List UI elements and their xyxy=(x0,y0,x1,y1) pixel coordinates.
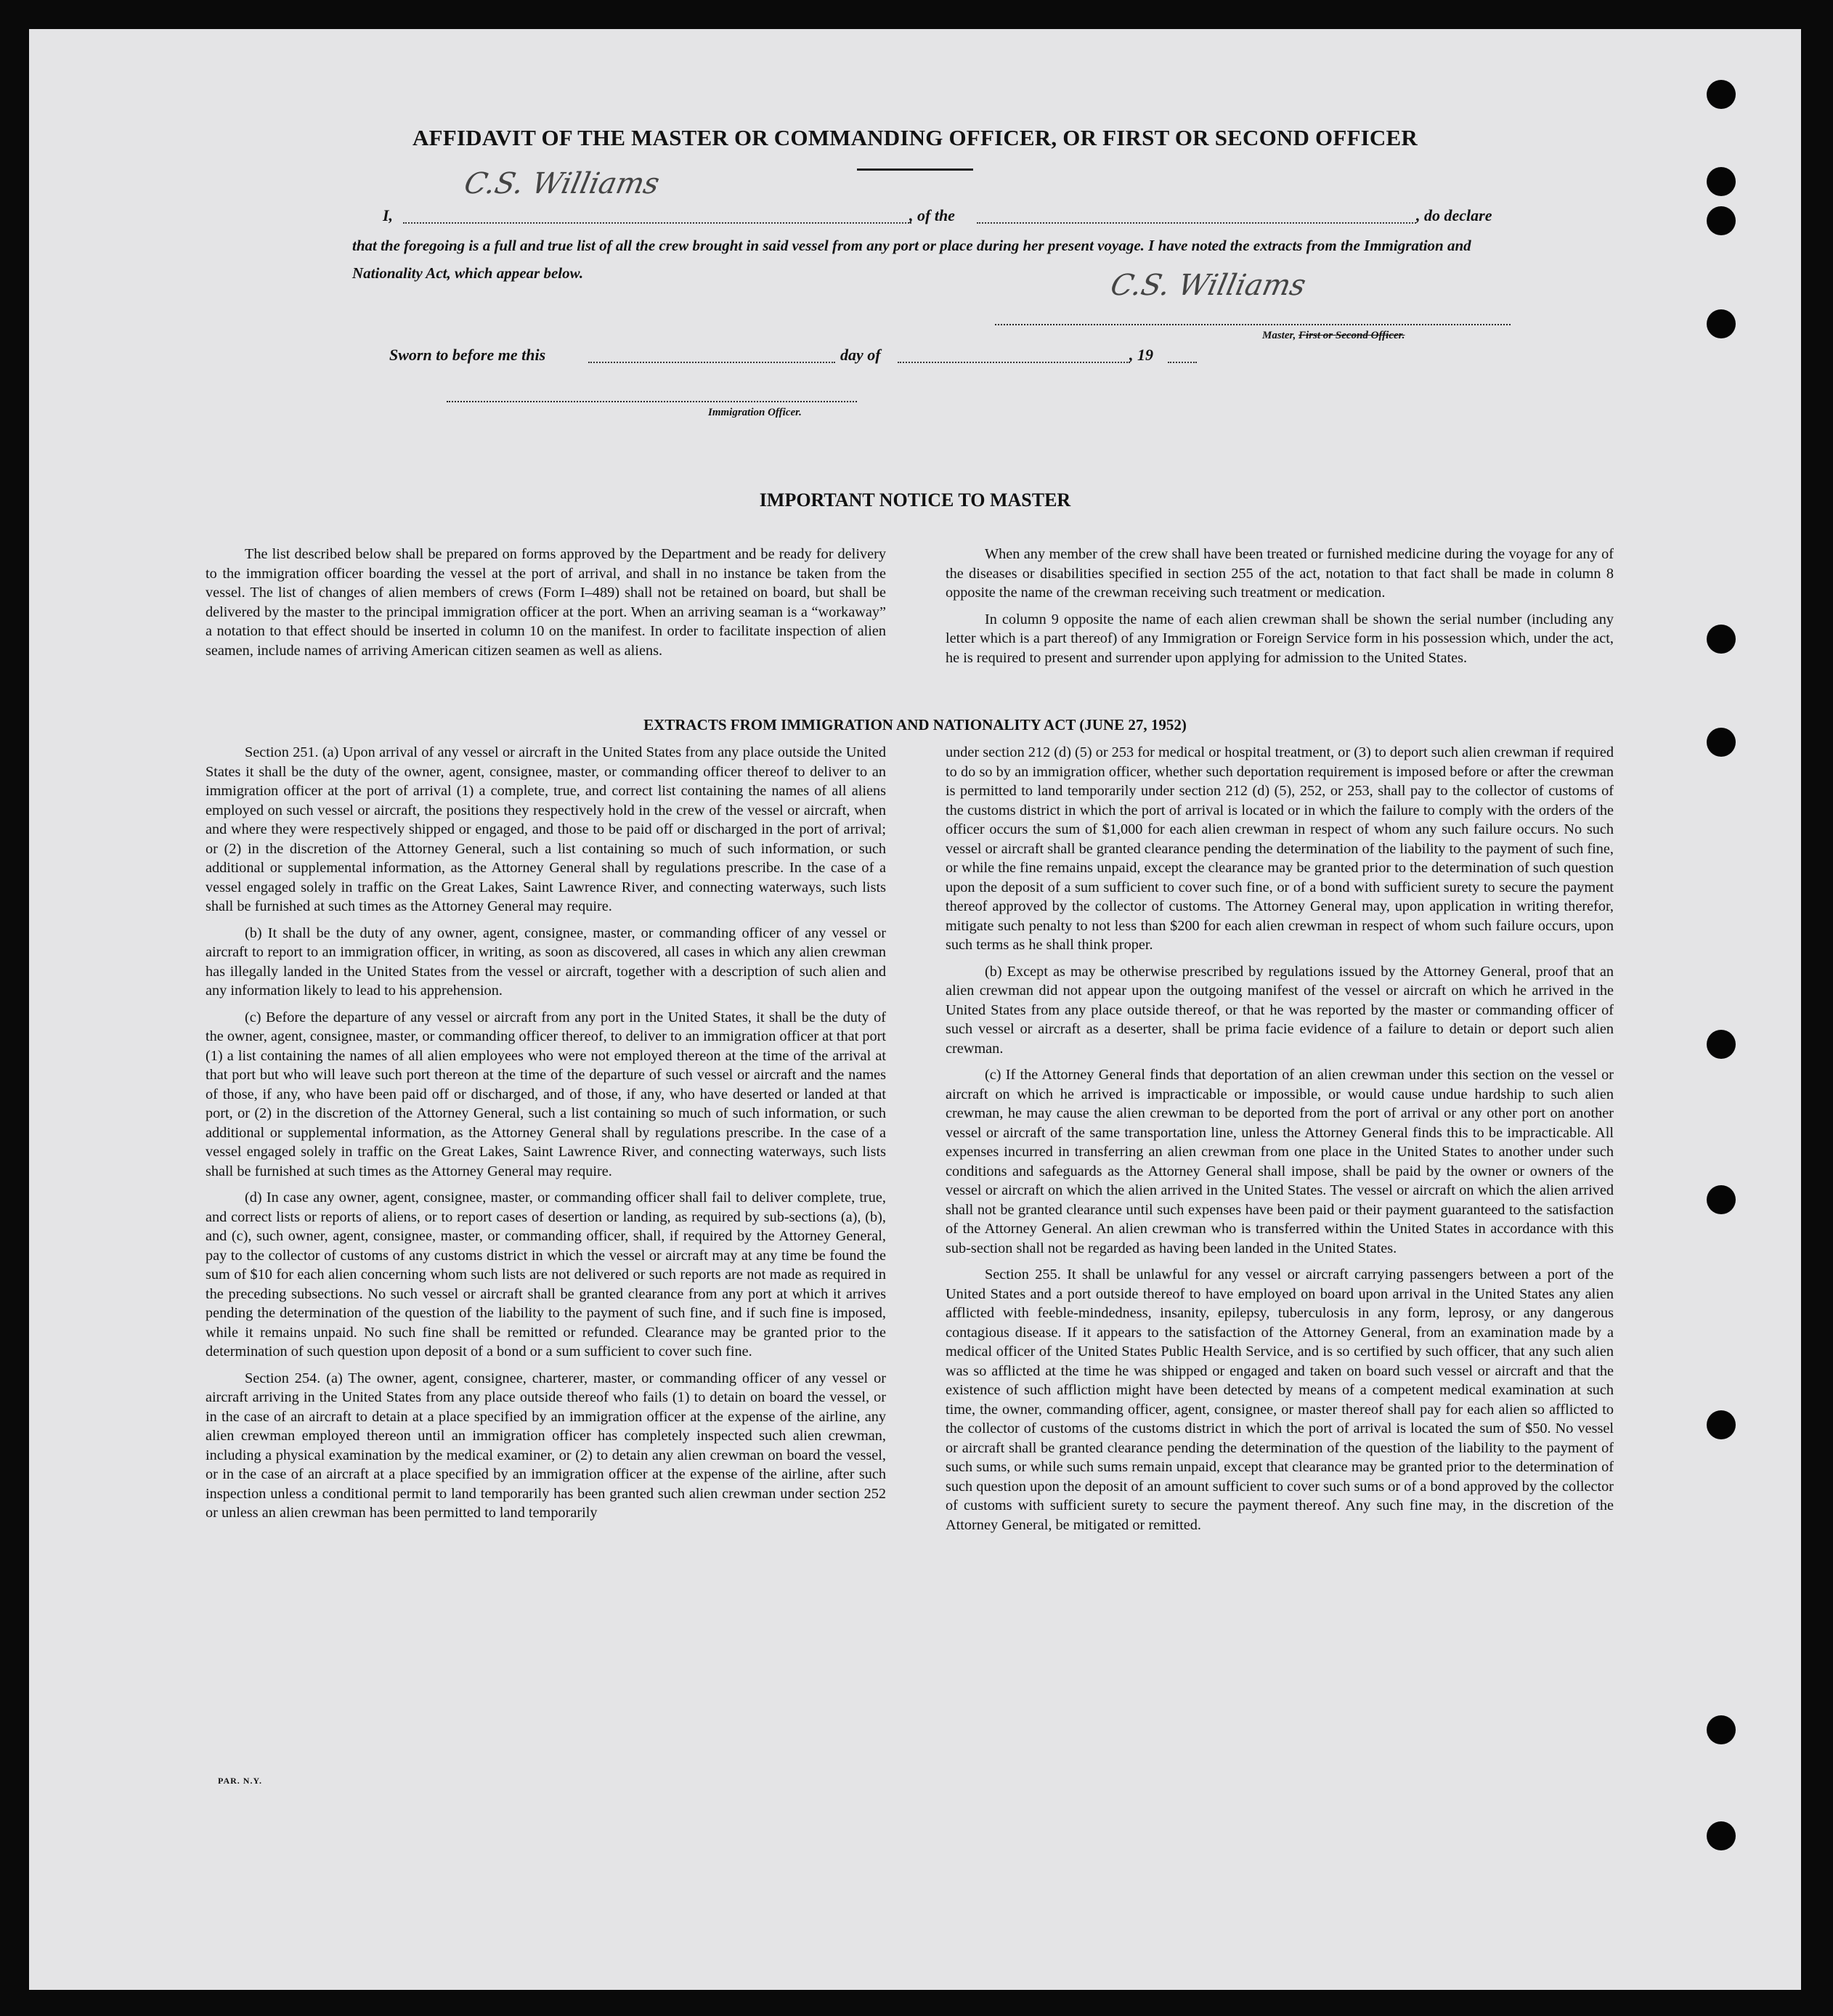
master-label xyxy=(1262,330,1405,342)
punch-hole xyxy=(1707,1821,1736,1850)
struck-officer-text: First or Second Officer. xyxy=(1298,330,1405,341)
section-254-c: (c) If the Attorney General finds that deportation of an alien crewman under this section on the vessel or aircraft on which he arrived is impracticable or impossible, or would cause undue hardship to such alien crewman, he may cause the alien crewman to be deported from the port of arrival or any other port on another vessel or aircraft of the same transportation line, unless the Attorney General finds this to be impracticable. All expenses incurred in transferring an alien crewman from one place in the United States to another under such conditions and safeguards as the Attorney General shall impose, shall be paid by the owner or owners of the vessel or aircraft on which the alien arrived in the United States. The vessel or aircraft on which the alien arrived shall not be granted clearance until such expenses have been paid or their payment guaranteed to the satisfaction of the Attorney General. An alien crewman who is transferred within the United States in accordance with this sub-section shall not be regarded as having been landed in the United States. xyxy=(946,1067,1614,1256)
punch-hole xyxy=(1707,1410,1736,1439)
section-254-a-continued: under section 212 (d) (5) or 253 for medical or hospital treatment, or (3) to deport such alien crewman if required to do so by an immigration officer, whether such deportation requirement is imposed before or after the crewman is permitted to land temporarily under section 212 (d) (5), 252, or 253, shall pay to the collector of customs of the customs district in which the port of arrival is located or in which the failure to comply with the orders of the officer occurs the sum of $1,000 for each alien crewman in respect of whom any such failure occurs. No such vessel or aircraft shall be granted clearance pending the determination of the liability to the payment of such fine, or while the fine remains unpaid, except the clearance may be granted prior to the determination of such question upon the deposit of a sum sufficient to cover such fine, or of a bond with sufficient surety to secure the payment thereof approved by the collector of customs. The Attorney General may, upon application in writing therefor, mitigate such penalty to not less than $200 for each alien crewman in respect of whom such failure occurs, upon such terms as he shall think proper. xyxy=(946,744,1614,953)
immigration-officer-line xyxy=(447,401,857,402)
notice-heading: IMPORTANT NOTICE TO MASTER xyxy=(759,489,1071,511)
signature-name-line: C.S. Williams xyxy=(461,167,663,200)
vessel-name-field xyxy=(977,222,1416,224)
section-251-a: Section 251. (a) Upon arrival of any vessel or aircraft in the United States from any place outside the United States it shall be the duty of the owner, agent, consignee, master, or commanding officer thereof to deliver to an immigration officer at the port of arrival (1) a complete, true, and correct list containing the names of all aliens employed on such vessel or aircraft, the positions they respectively hold in the crew of the vessel or aircraft, when and where they were respectively shipped or engaged, and those to be paid off or discharged in the port of arrival; or (2) in the discretion of the Attorney General, such a list containing so much of such information, or such additional or supplemental information, as the Attorney General shall by regulations prescribe. In the case of a vessel engaged solely in traffic on the Great Lakes, Saint Lawrence River, and connecting waterways, such lists shall be furnished at such times as the Attorney General may require. xyxy=(206,744,886,914)
affidavit-title: AFFIDAVIT OF THE MASTER OR COMMANDING OFFICER, OR FIRST OR SECOND OFFICER xyxy=(412,125,1418,150)
notice-right-paragraph-2: In column 9 opposite the name of each alien crewman shall be shown the serial number (including any letter which is a part thereof) of any Immigration or Foreign Service form in his possession which, under the act, he is required to present and surrender upon applying for admission to the United States. xyxy=(946,611,1614,666)
punch-hole xyxy=(1707,1715,1736,1744)
printer-mark: PAR. N.Y. xyxy=(218,1776,263,1786)
master-text: Master, xyxy=(1262,330,1296,341)
punch-hole xyxy=(1707,206,1736,235)
notice-left-column xyxy=(206,545,886,667)
master-signature-line xyxy=(995,324,1511,325)
notice-left-paragraph: The list described below shall be prepared on forms approved by the Department and be ready for delivery to the immigration officer boarding the vessel at the port of arrival, and shall in no instance be taken from the vessel. The list of changes of alien members of crews (Form I–489) shall not be retained on board, but shall be delivered by the master to the principal immigration officer at the port. When an arriving seaman is a “workaway” a notation to that effect should be inserted in column 10 on the manifest. In order to facilitate inspection of alien seamen, include names of arriving American citizen seamen as well as aliens. xyxy=(206,546,886,659)
document-page xyxy=(29,29,1801,1990)
of-the-label: , of the xyxy=(909,206,955,224)
declarant-name-field xyxy=(403,222,911,224)
section-254-a: Section 254. (a) The owner, agent, consignee, charterer, master, or commanding officer of any vessel or aircraft arriving in the United States from any place outside thereof who fails (1) to detain on board the vessel, or in the case of an aircraft to detain at a place specified by an immigration officer at the expense of the airline, any alien crewman employed thereon until an immigration officer has completely inspected such alien crewman, including a physical examination by the medical examiner, or (2) to detain any alien crewman on board the vessel, or in the case of an aircraft at a place specified by an immigration officer at the expense of the airline, after such inspection unless a conditional permit to land temporarily has been granted such alien crewman under section 252 or unless an alien crewman has been permitted to land temporarily xyxy=(206,1370,886,1521)
extracts-right-column xyxy=(946,743,1614,1542)
section-251-b: (b) It shall be the duty of any owner, agent, consignee, master, or commanding officer of any vessel or aircraft to report to an immigration officer, in writing, as soon as discovered, all cases in which any alien crewman has illegally landed in the United States from the vessel or aircraft, together with a description of such alien and any information likely to lead to his apprehension. xyxy=(206,924,886,999)
punch-hole xyxy=(1707,625,1736,654)
declarant-label: I, xyxy=(383,206,394,224)
extracts-left-column xyxy=(206,743,886,1530)
punch-hole xyxy=(1707,1030,1736,1059)
notice-right-column xyxy=(946,545,1614,675)
master-signature: C.S. Williams xyxy=(1107,269,1309,302)
sworn-day-field xyxy=(588,362,835,363)
notice-right-paragraph-1: When any member of the crew shall have been treated or furnished medicine during the voyage for any of the diseases or disabilities specified in section 255 of the act, notation to that fact shall be made in column 8 opposite the name of the crewman receiving such treatment or medication. xyxy=(946,546,1614,601)
section-254-b: (b) Except as may be otherwise prescribed by regulations issued by the Attorney General, proof that an alien crewman did not appear upon the outgoing manifest of the vessel or aircraft on which he arrived in the United States from any place outside thereof, or that he was reported by the master or commanding officer of such vessel or aircraft as a deserter, shall be prima facie evidence of a failure to detain or deport such alien crewman. xyxy=(946,963,1614,1057)
sworn-label: Sworn to before me this xyxy=(389,346,546,364)
sworn-year-field xyxy=(1168,362,1197,363)
punch-hole xyxy=(1707,80,1736,109)
punch-hole xyxy=(1707,1185,1736,1214)
punch-hole xyxy=(1707,309,1736,338)
do-declare-label: , do declare xyxy=(1416,206,1492,224)
immigration-officer-label: Immigration Officer. xyxy=(708,407,802,418)
extracts-heading: EXTRACTS FROM IMMIGRATION AND NATIONALITY ACT (JUNE 27, 1952) xyxy=(643,716,1187,733)
day-of-label: day of xyxy=(840,346,881,364)
section-251-c: (c) Before the departure of any vessel or aircraft from any port in the United States, it shall be the duty of the owner, agent, consignee, master, or commanding officer thereof, to deliver to an immigration officer at that port (1) a list containing the names of all alien employees who were not employed thereon at the time of the arrival at that port but who will leave such port thereon at the time of the departure of such vessel or aircraft and the names of those, if any, who have been paid off or discharged, and of those, if any, who have deserted or landed at that port, or (2) in the discretion of the Attorney General, such a list containing so much of such information, or such additional or supplemental information, as the Attorney General shall by regulations prescribe. In the case of a vessel engaged solely in traffic on the Great Lakes, Saint Lawrence River, and connecting waterways, such lists shall be furnished at such times as the Attorney General may require. xyxy=(206,1009,887,1179)
sworn-month-field xyxy=(898,362,1130,363)
declaration-text: that the foregoing is a full and true list of all the crew brought in said vessel from any port or place during her present voyage. I have noted the extracts from the Immigration and Nationality Act, which appear below. xyxy=(352,237,1471,282)
title-divider xyxy=(857,168,973,171)
punch-hole xyxy=(1707,167,1736,196)
year-label: , 19 xyxy=(1129,346,1153,364)
section-255: Section 255. It shall be unlawful for any vessel or aircraft carrying passengers between a port of the United States and a port outside thereof to have employed on board upon arrival in the United States any alien afflicted with feeble-mindedness, insanity, epilepsy, tuberculosis in any form, leprosy, or any dangerous contagious disease. If it appears to the satisfaction of the Attorney General, from an examination made by a medical officer of the United States Public Health Service, and is so certified by such officer, that any such alien was so afflicted at the time he was shipped or engaged and taken on board such vessel or aircraft and that the existence of such affliction might have been detected by means of a competent medical examination at such time, the owner, commanding officer, agent, consignee, or master thereof shall pay for each alien so afflicted to the collector of customs of the customs district in which the port of arrival is located the sum of $50. No vessel or aircraft shall be granted clearance pending the determination of the question of the liability to the payment of such sums, or while such sums remain unpaid, except that clearance may be granted prior to the determination of such question upon the deposit of an amount sufficient to cover such sums or of a bond approved by the collector of customs with sufficient surety to secure the payment thereof. Any such fine may, in the discretion of the Attorney General, be mitigated or remitted. xyxy=(946,1267,1614,1533)
punch-hole xyxy=(1707,728,1736,757)
section-251-d: (d) In case any owner, agent, consignee, master, or commanding officer shall fail to deliver complete, true, and correct lists or reports of aliens, or to report cases of desertion or landing, as required by sub-sections (a), (b), and (c), such owner, agent, consignee, master, or commanding officer, shall, if required by the Attorney General, pay to the collector of customs of any customs district in which the vessel or aircraft may at any time be found the sum of $10 for each alien concerning whom such lists are not delivered or such reports are not made as required in the preceding subsections. No such vessel or aircraft shall be granted clearance from any port at which it arrives pending the determination of the question of the liability to the payment of such fine, and if such fine is imposed, while it remains unpaid. No such fine shall be remitted or refunded. Clearance may be granted prior to the determination of such question upon deposit of a bond or a sum sufficient to cover such fine. xyxy=(206,1190,886,1359)
